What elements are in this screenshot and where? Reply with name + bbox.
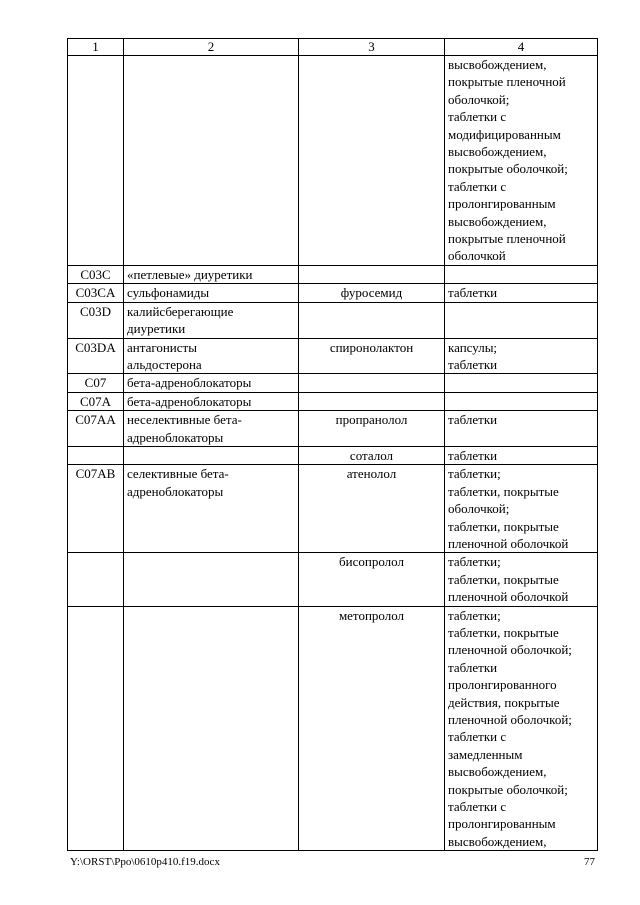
drug-name-cell: метопролол: [299, 606, 445, 851]
dosage-form-cell: [445, 56, 598, 266]
dosage-form-cell: [445, 374, 598, 392]
atc-code-cell: C07AA: [68, 411, 124, 447]
table-body: [68, 39, 598, 851]
group-name-cell-line: адреноблокаторы: [127, 429, 224, 445]
footer-file-path: Y:\ORST\Ppo\0610p410.f19.docx: [70, 856, 220, 868]
dosage-form-cell-line: таблетки;: [448, 607, 501, 623]
table-row: [68, 392, 598, 410]
table-row: [68, 338, 598, 374]
dosage-form-cell-line: таблетки: [448, 285, 498, 301]
drug-name-cell: [299, 392, 445, 410]
dosage-form-cell-line: таблетки с: [448, 799, 507, 815]
column-header-1: 1: [68, 39, 124, 56]
dosage-form-cell-line: оболочкой;: [448, 91, 510, 107]
group-name-cell: [124, 465, 299, 553]
drug-name-cell: фуросемид: [299, 284, 445, 302]
drug-name-cell: пропранолол: [299, 411, 445, 447]
dosage-form-cell-line: таблетки, покрытые: [448, 625, 559, 640]
group-name-cell: [124, 392, 299, 410]
group-name-cell: [124, 265, 299, 283]
group-name-cell-line: сульфонамиды: [127, 285, 210, 301]
dosage-form-cell-line: модифицированным: [448, 126, 561, 142]
dosage-form-cell: [445, 265, 598, 283]
dosage-form-cell-line: действия, покрытые: [448, 694, 560, 710]
dosage-form-cell-line: оболочкой;: [448, 501, 510, 517]
dosage-form-cell: [445, 302, 598, 338]
table-row: [68, 553, 598, 606]
dosage-form-cell-line: замедленным: [448, 746, 523, 762]
column-header-4: 4: [445, 39, 598, 56]
dosage-form-cell-line: таблетки: [448, 412, 498, 428]
atc-code-cell: C07: [68, 374, 124, 392]
table-row: [68, 302, 598, 338]
group-name-cell: [124, 606, 299, 851]
dosage-form-cell-line: высвобождением,: [448, 144, 547, 160]
group-name-cell-line: антагонисты: [127, 339, 197, 355]
table-row: [68, 374, 598, 392]
table-header-row: [68, 39, 598, 56]
group-name-cell-line: диуретики: [127, 321, 186, 337]
group-name-cell: [124, 338, 299, 374]
dosage-form-cell-line: оболочкой: [448, 248, 506, 264]
group-name-cell-line: альдостерона: [127, 356, 202, 372]
dosage-form-cell-line: таблетки;: [448, 554, 501, 570]
dosage-form-cell: [445, 606, 598, 851]
dosage-form-cell: [445, 553, 598, 606]
dosage-form-cell-line: таблетки с: [448, 109, 507, 125]
dosage-form-cell-line: пленочной оболочкой: [448, 535, 569, 551]
group-name-cell-line: «петлевые» диуретики: [127, 266, 253, 282]
drug-name-cell: соталол: [299, 446, 445, 464]
group-name-cell: [124, 446, 299, 464]
atc-code-cell: [68, 553, 124, 606]
atc-code-cell: [68, 56, 124, 266]
dosage-form-cell-line: таблетки, покрытые: [448, 571, 559, 587]
dosage-form-cell-line: покрытые пленочной: [448, 231, 566, 247]
group-name-cell-line: бета-адреноблокаторы: [127, 393, 252, 409]
dosage-form-cell-line: пленочной оболочкой: [448, 589, 569, 605]
atc-code-cell: C03CA: [68, 284, 124, 302]
dosage-form-cell-line: покрытые оболочкой;: [448, 781, 568, 797]
table-row: [68, 465, 598, 553]
dosage-form-cell-line: таблетки, покрытые: [448, 483, 559, 499]
drug-name-cell: атенолол: [299, 465, 445, 553]
group-name-cell: [124, 374, 299, 392]
column-header-2: 2: [124, 39, 299, 56]
dosage-form-cell: [445, 392, 598, 410]
column-header-3: 3: [299, 39, 445, 56]
atc-code-cell: [68, 446, 124, 464]
drug-name-cell: [299, 374, 445, 392]
group-name-cell: [124, 411, 299, 447]
atc-code-cell: C03C: [68, 265, 124, 283]
dosage-form-cell-line: покрытые оболочкой;: [448, 161, 568, 177]
dosage-form-cell: [445, 338, 598, 374]
atc-code-cell: C07A: [68, 392, 124, 410]
drug-table: [67, 38, 598, 851]
dosage-form-cell-line: таблетки, покрытые: [448, 518, 559, 534]
table-row: [68, 446, 598, 464]
dosage-form-cell-line: пролонгированного: [448, 677, 557, 693]
drug-name-cell: бисопролол: [299, 553, 445, 606]
drug-name-cell: [299, 265, 445, 283]
dosage-form-cell-line: пленочной оболочкой;: [448, 712, 572, 728]
group-name-cell-line: неселективные бета-: [127, 412, 242, 428]
atc-code-cell: C03D: [68, 302, 124, 338]
dosage-form-cell-line: пролонгированным: [448, 816, 556, 832]
atc-code-cell: C07AB: [68, 465, 124, 553]
dosage-form-cell-line: таблетки: [448, 356, 498, 372]
dosage-form-cell: [445, 411, 598, 447]
dosage-form-cell-line: высвобождением,: [448, 833, 547, 849]
dosage-form-cell-line: таблетки: [448, 659, 498, 675]
dosage-form-cell-line: таблетки: [448, 447, 498, 463]
group-name-cell: [124, 302, 299, 338]
dosage-form-cell-line: таблетки с: [448, 729, 507, 745]
dosage-form-cell-line: таблетки с: [448, 178, 507, 194]
dosage-form-cell-line: пленочной оболочкой;: [448, 642, 572, 658]
dosage-form-cell-line: высвобождением,: [448, 764, 547, 780]
drug-name-cell: [299, 56, 445, 266]
drug-name-cell: спиронолактон: [299, 338, 445, 374]
footer-page-number: 77: [584, 856, 595, 868]
table-row: [68, 606, 598, 851]
table-row: [68, 265, 598, 283]
group-name-cell-line: адреноблокаторы: [127, 483, 224, 499]
dosage-form-cell-line: капсулы;: [448, 339, 498, 355]
dosage-form-cell-line: пролонгированным: [448, 196, 556, 212]
table-row: [68, 284, 598, 302]
group-name-cell-line: селективные бета-: [127, 466, 229, 482]
drug-name-cell: [299, 302, 445, 338]
dosage-form-cell: [445, 284, 598, 302]
dosage-form-cell: [445, 465, 598, 553]
table-row: [68, 56, 598, 266]
dosage-form-cell-line: таблетки;: [448, 466, 501, 482]
dosage-form-cell-line: высвобождением,: [448, 213, 547, 229]
group-name-cell-line: бета-адреноблокаторы: [127, 375, 252, 391]
dosage-form-cell-line: покрытые пленочной: [448, 74, 566, 90]
table-row: [68, 411, 598, 447]
group-name-cell: [124, 284, 299, 302]
group-name-cell: [124, 553, 299, 606]
group-name-cell: [124, 56, 299, 266]
atc-code-cell: [68, 606, 124, 851]
atc-code-cell: C03DA: [68, 338, 124, 374]
group-name-cell-line: калийсберегающие: [127, 303, 234, 319]
dosage-form-cell-line: высвобождением,: [448, 57, 547, 72]
dosage-form-cell: [445, 446, 598, 464]
